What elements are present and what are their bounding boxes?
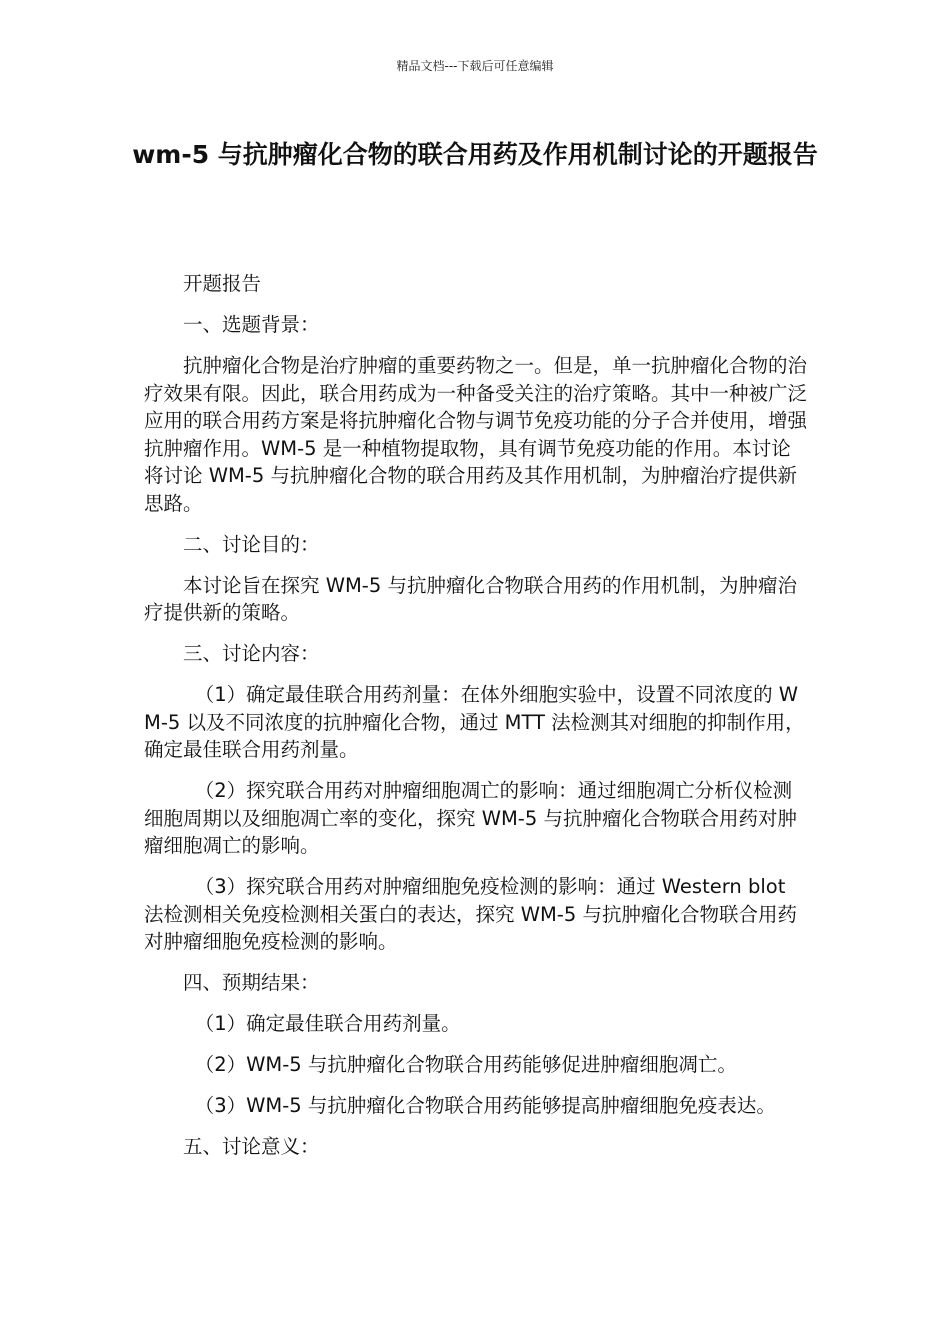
document-body xyxy=(144,270,808,1174)
background-paragraph: 抗肿瘤化合物是治疗肿瘤的重要药物之一。但是，单一抗肿瘤化合物的治疗效果有限。因此，联合用药成为一种备受关注的治疗策略。其中一种被广泛应用的联合用药方案是将抗肿瘤化合物与调节免疫功能的分子合并使用，增强抗肿瘤作用。WM-5 是一种植物提取物，具有调节免疫功能的作用。本讨论将讨论 WM-5 与抗肿瘤化合物的联合用药及其作用机制，为肿瘤治疗提供新思路。 xyxy=(144,354,808,515)
result-item-2: （2）WM-5 与抗肿瘤化合物联合用药能够促进肿瘤细胞凋亡。 xyxy=(194,1053,737,1076)
section-heading-purpose: 二、讨论目的： xyxy=(183,532,320,556)
header-note: 精品文档---下载后可任意编辑 xyxy=(396,59,554,73)
result-item-3: （3）WM-5 与抗肿瘤化合物联合用药能够提高肿瘤细胞免疫表达。 xyxy=(194,1094,776,1117)
opening-label: 开题报告 xyxy=(183,272,262,295)
section-heading-significance: 五、讨论意义： xyxy=(183,1135,320,1158)
content-item-3: （3）探究联合用药对肿瘤细胞免疫检测的影响：通过 Western blot 法检测相关免疫检测相关蛋白的表达，探究 WM-5 与抗肿瘤化合物联合用药对肿瘤细胞免疫检测的影响。 xyxy=(144,875,797,953)
content-item-2: （2）探究联合用药对肿瘤细胞凋亡的影响：通过细胞凋亡分析仪检测细胞周期以及细胞凋亡率的变化，探究 WM-5 与抗肿瘤化合物联合用药对肿瘤细胞凋亡的影响。 xyxy=(144,779,797,857)
section-heading-expected-results: 四、预期结果： xyxy=(183,971,320,994)
content-item-1: （1）确定最佳联合用药剂量：在体外细胞实验中，设置不同浓度的 WM-5 以及不同浓度的抗肿瘤化合物，通过 MTT 法检测其对细胞的抑制作用，确定最佳联合用药剂量。 xyxy=(144,683,805,761)
document-title: wm-5 与抗肿瘤化合物的联合用药及作用机制讨论的开题报告 xyxy=(132,140,818,169)
section-heading-background: 一、选题背景： xyxy=(183,313,320,336)
section-heading-content: 三、讨论内容： xyxy=(183,642,320,665)
result-item-1: （1）确定最佳联合用药剂量。 xyxy=(194,1012,461,1035)
purpose-paragraph: 本讨论旨在探究 WM-5 与抗肿瘤化合物联合用药的作用机制，为肿瘤治疗提供新的策略。 xyxy=(144,573,797,624)
